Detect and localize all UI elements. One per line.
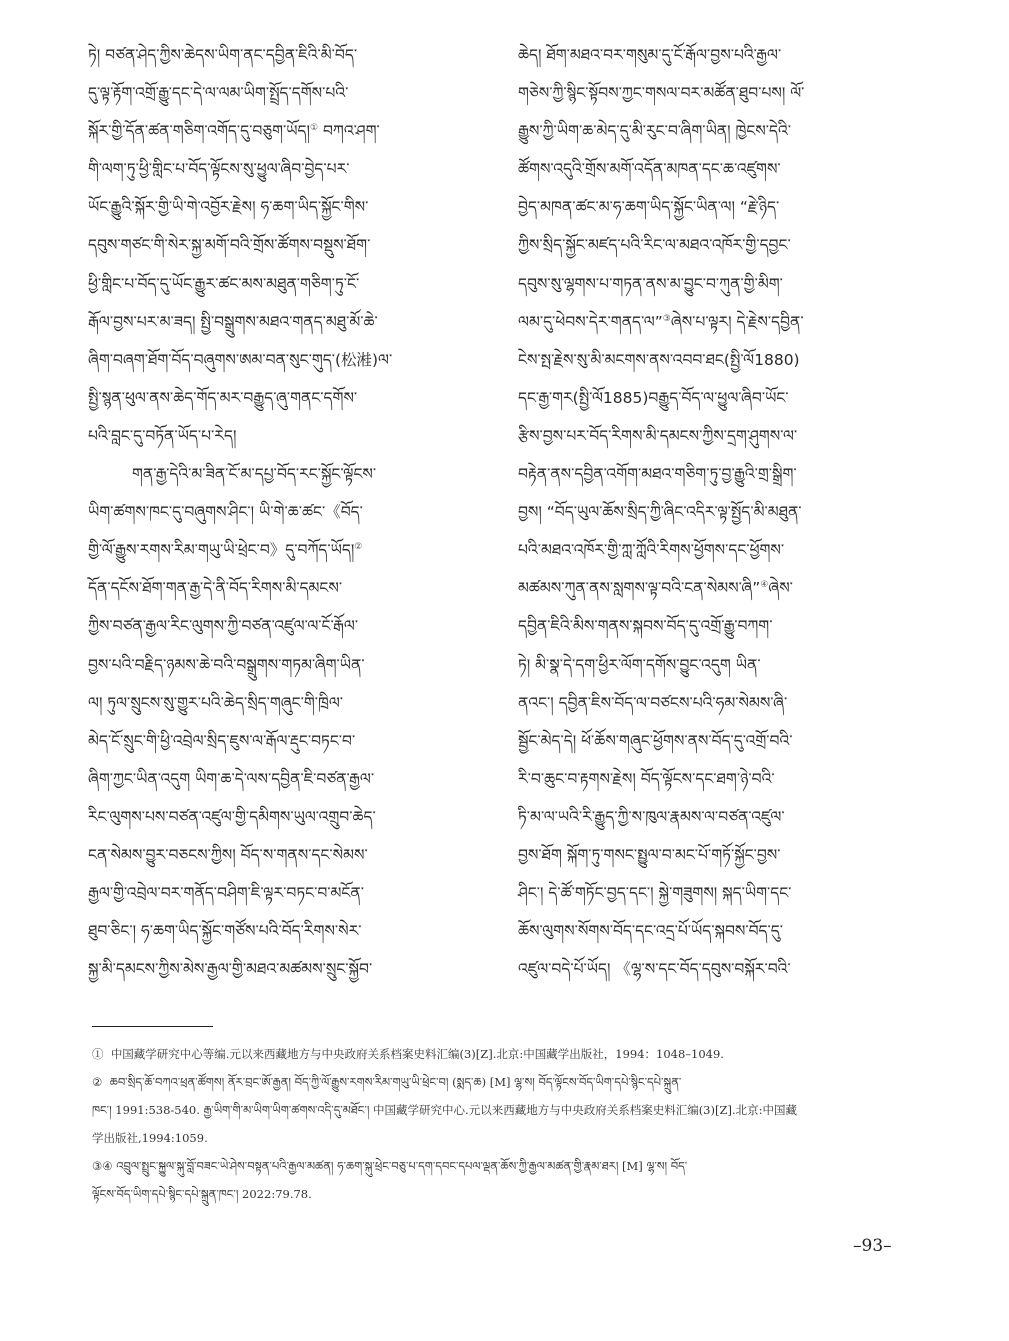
- body-line: དབུས་གཙང་གི་སེར་སྐྱ་མགོ་བའི་གྲོས་ཚོགས་བསྡུས་ཐོག་: [88, 236, 371, 255]
- body-line: གི་ལག་ཏུ་ཕྱི་གླིང་པ་བོད་ལྟོངས་སུ་ཕྱུལ་ཞིབ་བྱེད་པར་: [88, 160, 350, 179]
- body-line: ལམ་དུ་ཕེབས་དེར་གནད་ལ”③ཞེས་པ་ལྟར། དེ་རྗེས་དབྱིན་: [518, 312, 804, 331]
- body-line: ཏེ། བཙན་ཤེད་ཀྱིས་ཆེདས་ཡིག་ནང་དབྱིན་ཇིའི་མི་བོད་: [88, 46, 358, 64]
- body-line: གཅེས་ཀྱི་སྙིང་སྟོབས་ཀྱང་གསལ་བར་མཚོན་ཐུབ་པས། ལོ་: [518, 84, 805, 103]
- body-line: པའི་བླང་དུ་བཏོན་ཡོད་པ་རེད།: [88, 426, 237, 445]
- right-column: [518, 36, 923, 979]
- body-line: ཞིག་ཀྱང་ཡིན་འདུག ཡིག་ཆ་དེ་ལས་དབྱིན་ཇི་བཙན་རྒྱལ་: [88, 769, 375, 788]
- body-line: ཐུབ་ཅིང་། ཧ་ཆག་ཡིད་སྐྱོང་གཙོས་པའི་བོད་རིགས་སེར་: [88, 922, 362, 941]
- body-line: སྤྱི་སྙན་ཕུལ་ནས་ཆེད་གོད་མར་བརྒྱུད་ཞུ་གནང་དགོས་: [88, 388, 358, 407]
- body-line: ཡོང་རྒྱུའི་སྐོར་གྱི་ཡི་གེ་འབྱོར་རྗེས། ཧ་ཆག་ཡིད་སྐྱོང་གིས་: [88, 198, 369, 217]
- footnote-3-4: ③④ འབྲུལ་སྤྲུང་སྐྱུལ་སྐུ་བློ་བཟང་ཡེ་ཤེས་བསྟན་པའི་རྒྱལ་མཚན། ཧ་ཆག་སྐུ་ཕྲེང་བཅུ་པ་དག་དབང་དཔལ་ལྡན་ཆོས་ཀྱི་རྒྱལ་མཚན་གྱི་རྣམ་ཐར། [M] ལྷ་ས། བོད་: [92, 1159, 688, 1173]
- page-number: –93–: [853, 1236, 892, 1256]
- body-line: མཚམས་ཀུན་ནས་སླགས་ལྟ་བའི་ངན་སེམས་ཞི”④ཞེས་: [518, 579, 793, 598]
- body-line: སྐྱ་མི་དམངས་ཀྱིས་མེས་རྒྱལ་གྱི་མཐའ་མཚམས་སྲུང་སྐྱོབ་: [88, 960, 373, 979]
- body-line: ཏེ། མི་སྣ་དེ་དག་ཕྱིར་ལོག་དགོས་བྱུང་འདུག ཡིན་: [518, 655, 761, 674]
- body-line: དབུས་སུ་ལྷགས་པ་གཏན་ནས་མ་བྱུང་བ་ཀུན་གྱི་མིག་: [518, 274, 783, 293]
- body-line: ཆོས་ལུགས་སོགས་བོད་དང་འདྲ་པོ་ཡོད་སྐབས་བོད་དུ་: [518, 922, 783, 941]
- footnote-1: ① 中国藏学研究中心等编.元以来西藏地方与中央政府关系档案史料汇编(3)[Z].北京:中国藏学出版社，1994：1048–1049.: [92, 1047, 724, 1061]
- body-line: ཆེད། ཐོག་མཐའ་བར་གསུམ་དུ་ངོ་རྒོལ་བྱས་པའི་རྒྱལ་: [518, 46, 782, 64]
- body-line: རྒོལ་བྱས་པར་མ་ཟད། སྤྱི་བསྒྲུགས་མཐའ་གནད་མཐུ་མོ་ཆེ་: [88, 312, 378, 331]
- paragraph-start-line: གན་རྒྱ་དེའི་མ་ཟིན་ངོ་མ་དཔྱ་བོད་རང་སྐྱོང་ལྟོངས་: [132, 465, 377, 484]
- body-line: ངན་སེམས་བྱུར་བཅངས་ཀྱིས། བོད་ས་གནས་དང་སེམས་: [88, 845, 368, 864]
- footnote-ref-4: ④: [760, 580, 769, 591]
- body-line: ཤིང་། དེ་ཚོ་གཏོང་བྱད་དང་། སྐྱེ་གཟུགས། སྐད་ཡིག་དང་: [518, 884, 792, 903]
- body-line: བྱེད་མཁན་ཚང་མ་ཧ་ཆག་ཡིད་སྐྱོང་ཡིན་ལ། “རྗེ་ཉིད་: [518, 198, 780, 217]
- body-line: ཚོགས་འདུའི་གྲོས་མགོ་འདོན་མཁན་དང་ཆ་འཛུགས་: [518, 160, 781, 179]
- body-line: ནའང་། དབྱིན་ཇིས་བོད་ལ་བཙངས་པའི་ཧམ་སེམས་ཞི་: [518, 693, 788, 712]
- body-line: ཞིག་བཞག་ཐོག་བོད་བཞུགས་ཨམ་བན་སུང་གུད་(松溎)ལ་: [88, 350, 393, 369]
- body-line: པའི་མཐའ་འཁོར་གྱི་ཀླ་ཀློའི་རིགས་ཕྱོགས་དང་ཕྱོགས་: [518, 541, 785, 560]
- body-line: ཀྱིས་སྲིད་སྐྱོང་མཛད་པའི་རིང་ལ་མཐའ་འཁོར་གྱི་དབྱང་: [518, 236, 791, 255]
- body-line: དོན་དངོས་ཐོག་གན་རྒྱ་དེ་ནི་བོད་རིགས་མི་དམངས་: [88, 579, 343, 598]
- body-line: དུ་ལྟ་རྟོག་འགྲོ་རྒྱུ་དང་དེ་ལ་ལམ་ཡིག་སྤྲོད་དགོས་པའི་: [88, 84, 349, 103]
- footnote-2-cont: 学出版社,1994:1059.: [92, 1131, 208, 1145]
- footnote-2-cont: ཁང་། 1991:538-540. རྒྱ་ཡིག་གི་མ་ཡིག་ཡིག་ཚགས་འདི་དུ་མཐོང་། 中国藏学研究中心.元以来西藏地方与中央政府关系档案史料汇编(3)[Z].北京:中国藏: [92, 1103, 797, 1117]
- body-line: འཛུལ་བདེ་པོ་ཡོད། 《ལྷ་ས་དང་བོད་དབུས་བསྐོར་བའི་: [518, 960, 791, 979]
- footnote-ref-2: ②: [354, 542, 363, 553]
- body-line: ཡིག་ཚགས་ཁང་དུ་བཞུགས་ཤིང་། ཡི་གེ་ཆ་ཚང་《བོད་: [88, 503, 363, 522]
- body-line: ཀྱིས་བཙན་རྒྱལ་རིང་ལུགས་ཀྱི་བཙན་འཛུལ་ལ་ངོ་རྒོལ་: [88, 617, 359, 636]
- body-line: བྱས་པའི་བརྗིད་ཉམས་ཆེ་བའི་བསྒྲུགས་གཏམ་ཞིག་ཡིན་: [88, 655, 365, 674]
- footnote-divider: [92, 1026, 213, 1027]
- body-line: རིང་ལུགས་པས་བཙན་འཛུལ་གྱི་དམིགས་ཡུལ་འགྲུབ་ཆེད་: [88, 807, 376, 826]
- body-line: དབྱིན་ཇིའི་མིས་གནས་སྐབས་བོད་དུ་འགྲོ་རྒྱུ་བཀག་: [518, 617, 773, 636]
- body-line: སྐོར་གྱི་དོན་ཚན་གཅིག་འགོད་དུ་བཅུག་ཡོད།① བཀའ་ཤག་: [88, 122, 380, 141]
- body-line: རི་བ་ཆུང་བ་རྟགས་རྗེས། བོད་ལྟོངས་དང་ཐག་ཉེ་བའི་: [518, 769, 775, 788]
- body-line: རྒྱལ་གྱི་འབྲེལ་བར་གནོད་བཤིག་ཇི་ལྟར་བཏང་བ་མངོན་: [88, 884, 364, 903]
- body-line: བྱས། “བོད་ཡུལ་ཆོས་སྲིད་ཀྱི་ཞིང་འདིར་ལྟ་སྤྱོད་མི་མཐུན་: [518, 503, 802, 522]
- body-line: བརྟེན་ནས་དབྱིན་འགོག་མཐའ་གཅིག་ཏུ་བྱ་རྒྱུའི་གྲ་སྒྲིག་: [518, 465, 797, 484]
- footnote-3-4-cont: ལྟོངས་བོད་ཡིག་དཔེ་སྙིང་དཔེ་སྐྲུན་ཁང་། 2022:79.78.: [92, 1187, 312, 1201]
- body-line: མེད་ངོ་སྲུང་གི་ཕྱི་འབྲེལ་སྲིད་ཇུས་ལ་རྒོལ་རྡུང་བཏང་བ་: [88, 731, 356, 750]
- body-line: དང་རྒྱ་གར(སྤྱི་ལོ1885)བརྒྱུད་བོད་ལ་ཕྱུལ་ཞིབ་ཡོང་: [518, 388, 789, 407]
- footnote-ref-3: ③: [662, 313, 671, 324]
- footnote-ref-1: ①: [309, 123, 319, 134]
- footnote-2: ② ཆབ་སྲིད་ཆོ་བཀའ་ཕྲན་ཚོགས། ནོར་བྲང་ཨོ་རྒྱན། བོད་ཀྱི་ལོ་རྒྱུས་རགས་རིམ་གཡུ་ཡི་ཕྲེང་བ། (སྨད་ཆ) [M] ལྷ་ས། བོད་ལྟོངས་བོད་ཡིག་དཔེ་སྙིང་དཔེ་སྐྲུན་: [92, 1075, 682, 1089]
- body-line: ངེས་སྤ་རྗེས་སུ་མི་མངགས་ནས་འབབ་ཐང(སྤྱི་ལོ1880): [518, 350, 800, 369]
- footnotes: [92, 1040, 912, 1208]
- body-line: ཏི་མ་ལ་ཡའི་རི་རྒྱུད་ཀྱི་ས་ཁུལ་རྣམས་ལ་བཙན་འཛུལ་: [518, 807, 785, 826]
- body-line: རྒྱུས་ཀྱི་ཡིག་ཆ་མེད་དུ་མི་རུང་བ་ཞིག་ཡིན། ཁྱེངས་དེའི་: [518, 122, 792, 141]
- body-line: ཕྱི་གླིང་པ་བོད་དུ་ཡོང་རྒྱུར་ཚང་མས་མཐུན་གཅིག་ཏུ་ངོ་: [88, 274, 360, 293]
- body-line: བྱས་ཐོག སྐོག་ཏུ་གསང་སྤྱུལ་བ་མང་པོ་གཏོ་སྐྱོང་བྱས་: [518, 845, 781, 864]
- body-line: ལ། ཏུལ་སྲུངས་སུ་གྱུར་པའི་ཆེད་སྲིད་གཞུང་གི་ཁྲིལ་: [88, 693, 344, 712]
- body-line: རྩིས་བྱས་པར་བོད་རིགས་མི་དམངས་ཀྱིས་དྲག་ཤུགས་ལ་: [518, 426, 798, 445]
- body-line: སྦྱོང་མེད་དེ། ཕོ་ཆོས་གཞུང་ཕྱོགས་ནས་བོད་དུ་འགྲོ་བའི་: [518, 731, 793, 750]
- body-line: གྱི་ལོ་རྒྱུས་རགས་རིམ་གཡུ་ཡི་ཕྲེང་བ》དུ་བཀོད་ཡོད།②: [88, 541, 363, 560]
- left-column: [88, 36, 493, 979]
